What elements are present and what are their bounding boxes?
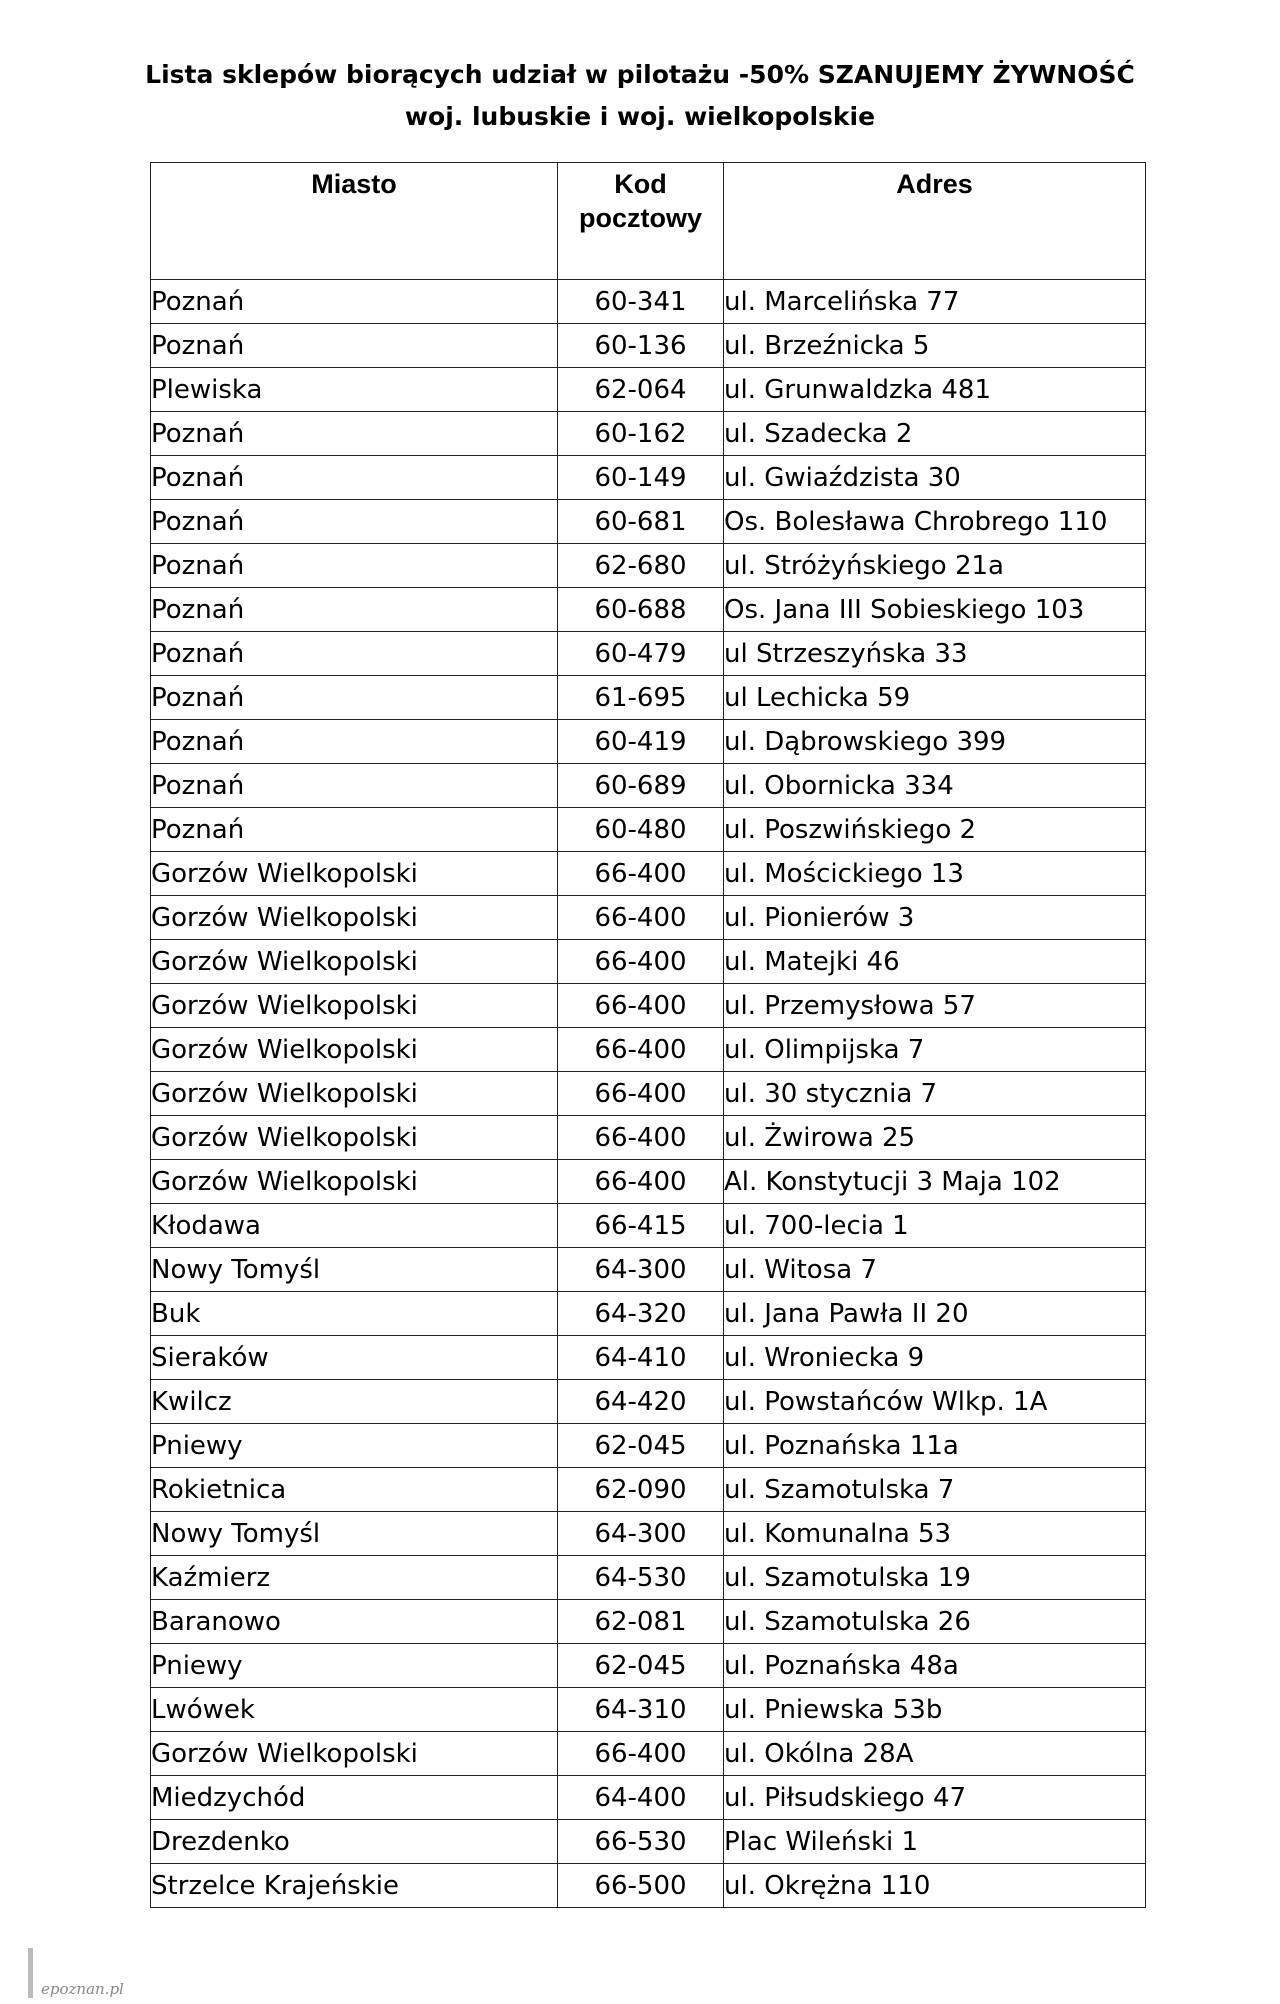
cell-address: ul. Przemysłowa 57 — [724, 984, 1146, 1028]
cell-address: ul. Komunalna 53 — [724, 1512, 1146, 1556]
table-row — [151, 544, 1146, 588]
table-row — [151, 368, 1146, 412]
cell-address: ul. 30 stycznia 7 — [724, 1072, 1146, 1116]
cell-postal-code: 66-400 — [558, 852, 724, 896]
cell-postal-code: 66-530 — [558, 1820, 724, 1864]
cell-city: Poznań — [151, 676, 558, 720]
cell-city: Poznań — [151, 280, 558, 324]
cell-city: Gorzów Wielkopolski — [151, 940, 558, 984]
cell-city: Gorzów Wielkopolski — [151, 1160, 558, 1204]
table-row — [151, 940, 1146, 984]
table-row — [151, 1380, 1146, 1424]
cell-city: Poznań — [151, 720, 558, 764]
cell-city: Buk — [151, 1292, 558, 1336]
table-row — [151, 896, 1146, 940]
cell-address: ul Strzeszyńska 33 — [724, 632, 1146, 676]
cell-city: Poznań — [151, 764, 558, 808]
cell-postal-code: 60-689 — [558, 764, 724, 808]
cell-postal-code: 62-680 — [558, 544, 724, 588]
cell-address: ul. Dąbrowskiego 399 — [724, 720, 1146, 764]
header-postal-code — [558, 163, 724, 280]
cell-postal-code: 64-310 — [558, 1688, 724, 1732]
table-row — [151, 1248, 1146, 1292]
table-row — [151, 984, 1146, 1028]
cell-address: ul. Pniewska 53b — [724, 1688, 1146, 1732]
cell-city: Nowy Tomyśl — [151, 1512, 558, 1556]
table-row — [151, 280, 1146, 324]
table-row — [151, 852, 1146, 896]
cell-city: Poznań — [151, 808, 558, 852]
cell-address: ul. Szamotulska 19 — [724, 1556, 1146, 1600]
cell-address: ul Lechicka 59 — [724, 676, 1146, 720]
cell-postal-code: 60-162 — [558, 412, 724, 456]
cell-address: Os. Bolesława Chrobrego 110 — [724, 500, 1146, 544]
cell-postal-code: 66-400 — [558, 1732, 724, 1776]
cell-postal-code: 60-341 — [558, 280, 724, 324]
table-row — [151, 1512, 1146, 1556]
cell-city: Gorzów Wielkopolski — [151, 852, 558, 896]
cell-postal-code: 62-081 — [558, 1600, 724, 1644]
cell-city: Sieraków — [151, 1336, 558, 1380]
cell-city: Poznań — [151, 632, 558, 676]
cell-address: ul. Matejki 46 — [724, 940, 1146, 984]
cell-city: Poznań — [151, 456, 558, 500]
cell-address: ul. Mościckiego 13 — [724, 852, 1146, 896]
cell-city: Strzelce Krajeńskie — [151, 1864, 558, 1908]
table-row — [151, 1468, 1146, 1512]
watermark — [28, 1948, 124, 1998]
watermark-text: epoznan.pl — [41, 1980, 124, 1998]
table-row — [151, 1732, 1146, 1776]
cell-city: Gorzów Wielkopolski — [151, 1732, 558, 1776]
cell-address: ul. Gwiaździsta 30 — [724, 456, 1146, 500]
cell-postal-code: 60-681 — [558, 500, 724, 544]
cell-postal-code: 66-400 — [558, 1160, 724, 1204]
cell-address: ul. Szadecka 2 — [724, 412, 1146, 456]
cell-address: ul. Piłsudskiego 47 — [724, 1776, 1146, 1820]
cell-city: Poznań — [151, 500, 558, 544]
cell-city: Miedzychód — [151, 1776, 558, 1820]
cell-city: Rokietnica — [151, 1468, 558, 1512]
cell-city: Kwilcz — [151, 1380, 558, 1424]
cell-postal-code: 62-064 — [558, 368, 724, 412]
cell-city: Baranowo — [151, 1600, 558, 1644]
cell-postal-code: 66-400 — [558, 984, 724, 1028]
watermark-bar — [28, 1948, 33, 1998]
table-row — [151, 1292, 1146, 1336]
cell-city: Pniewy — [151, 1644, 558, 1688]
cell-address: ul. Brzeźnicka 5 — [724, 324, 1146, 368]
table-row — [151, 1072, 1146, 1116]
table-row — [151, 1116, 1146, 1160]
stores-table-body — [151, 280, 1146, 1908]
cell-address: ul. Pionierów 3 — [724, 896, 1146, 940]
table-row — [151, 632, 1146, 676]
table-row — [151, 1688, 1146, 1732]
cell-city: Gorzów Wielkopolski — [151, 1028, 558, 1072]
table-row — [151, 1600, 1146, 1644]
table-row — [151, 456, 1146, 500]
cell-postal-code: 64-320 — [558, 1292, 724, 1336]
cell-city: Plewiska — [151, 368, 558, 412]
header-address: Adres — [724, 163, 1146, 280]
table-row — [151, 1864, 1146, 1908]
cell-postal-code: 64-300 — [558, 1512, 724, 1556]
cell-city: Kłodawa — [151, 1204, 558, 1248]
table-row — [151, 1336, 1146, 1380]
cell-address: ul. Okólna 28A — [724, 1732, 1146, 1776]
cell-city: Poznań — [151, 324, 558, 368]
cell-postal-code: 60-480 — [558, 808, 724, 852]
cell-postal-code: 64-410 — [558, 1336, 724, 1380]
cell-city: Poznań — [151, 544, 558, 588]
cell-address: ul. Grunwaldzka 481 — [724, 368, 1146, 412]
cell-address: Al. Konstytucji 3 Maja 102 — [724, 1160, 1146, 1204]
cell-city: Gorzów Wielkopolski — [151, 1116, 558, 1160]
cell-address: ul. Szamotulska 26 — [724, 1600, 1146, 1644]
table-row — [151, 1424, 1146, 1468]
cell-postal-code: 62-045 — [558, 1644, 724, 1688]
document-title: Lista sklepów biorących udział w pilotażu -50% SZANUJEMY ŻYWNOŚĆ — [145, 60, 1135, 89]
cell-city: Gorzów Wielkopolski — [151, 896, 558, 940]
cell-city: Nowy Tomyśl — [151, 1248, 558, 1292]
header-postal-code-line1: Kod — [614, 169, 667, 199]
header-city: Miasto — [151, 163, 558, 280]
cell-address: ul. Olimpijska 7 — [724, 1028, 1146, 1072]
cell-postal-code: 66-415 — [558, 1204, 724, 1248]
cell-address: ul. Żwirowa 25 — [724, 1116, 1146, 1160]
table-row — [151, 324, 1146, 368]
cell-postal-code: 60-149 — [558, 456, 724, 500]
cell-address: ul. Szamotulska 7 — [724, 1468, 1146, 1512]
cell-city: Kaźmierz — [151, 1556, 558, 1600]
cell-postal-code: 64-530 — [558, 1556, 724, 1600]
cell-postal-code: 66-400 — [558, 1028, 724, 1072]
cell-address: ul. Poznańska 11a — [724, 1424, 1146, 1468]
cell-postal-code: 66-400 — [558, 1072, 724, 1116]
table-header-row — [151, 163, 1146, 280]
cell-address: ul. Jana Pawła II 20 — [724, 1292, 1146, 1336]
table-row — [151, 676, 1146, 720]
cell-address: ul. Obornicka 334 — [724, 764, 1146, 808]
cell-city: Gorzów Wielkopolski — [151, 1072, 558, 1116]
cell-city: Gorzów Wielkopolski — [151, 984, 558, 1028]
table-row — [151, 1644, 1146, 1688]
cell-postal-code: 66-400 — [558, 896, 724, 940]
cell-city: Poznań — [151, 412, 558, 456]
cell-city: Lwówek — [151, 1688, 558, 1732]
cell-postal-code: 64-420 — [558, 1380, 724, 1424]
cell-postal-code: 62-090 — [558, 1468, 724, 1512]
cell-address: Os. Jana III Sobieskiego 103 — [724, 588, 1146, 632]
cell-address: ul. Wroniecka 9 — [724, 1336, 1146, 1380]
cell-postal-code: 66-500 — [558, 1864, 724, 1908]
cell-postal-code: 64-400 — [558, 1776, 724, 1820]
table-row — [151, 500, 1146, 544]
cell-postal-code: 60-419 — [558, 720, 724, 764]
table-row — [151, 1820, 1146, 1864]
table-row — [151, 588, 1146, 632]
cell-postal-code: 66-400 — [558, 940, 724, 984]
cell-city: Drezdenko — [151, 1820, 558, 1864]
cell-postal-code: 60-136 — [558, 324, 724, 368]
document-subtitle: woj. lubuskie i woj. wielkopolskie — [404, 102, 876, 131]
cell-city: Poznań — [151, 588, 558, 632]
table-row — [151, 1556, 1146, 1600]
cell-address: ul. Poznańska 48a — [724, 1644, 1146, 1688]
table-row — [151, 1160, 1146, 1204]
cell-postal-code: 61-695 — [558, 676, 724, 720]
stores-table — [150, 162, 1146, 1908]
header-postal-code-line2: pocztowy — [578, 203, 702, 233]
cell-address: ul. 700-lecia 1 — [724, 1204, 1146, 1248]
cell-address: ul. Powstańców Wlkp. 1A — [724, 1380, 1146, 1424]
cell-address: Plac Wileński 1 — [724, 1820, 1146, 1864]
cell-postal-code: 60-479 — [558, 632, 724, 676]
cell-address: ul. Stróżyńskiego 21a — [724, 544, 1146, 588]
cell-address: ul. Witosa 7 — [724, 1248, 1146, 1292]
cell-address: ul. Okrężna 110 — [724, 1864, 1146, 1908]
table-row — [151, 808, 1146, 852]
table-row — [151, 764, 1146, 808]
cell-postal-code: 60-688 — [558, 588, 724, 632]
cell-postal-code: 66-400 — [558, 1116, 724, 1160]
cell-postal-code: 64-300 — [558, 1248, 724, 1292]
table-row — [151, 1028, 1146, 1072]
cell-postal-code: 62-045 — [558, 1424, 724, 1468]
cell-address: ul. Poszwińskiego 2 — [724, 808, 1146, 852]
table-row — [151, 1776, 1146, 1820]
cell-city: Pniewy — [151, 1424, 558, 1468]
table-row — [151, 720, 1146, 764]
table-row — [151, 1204, 1146, 1248]
table-row — [151, 412, 1146, 456]
cell-address: ul. Marcelińska 77 — [724, 280, 1146, 324]
